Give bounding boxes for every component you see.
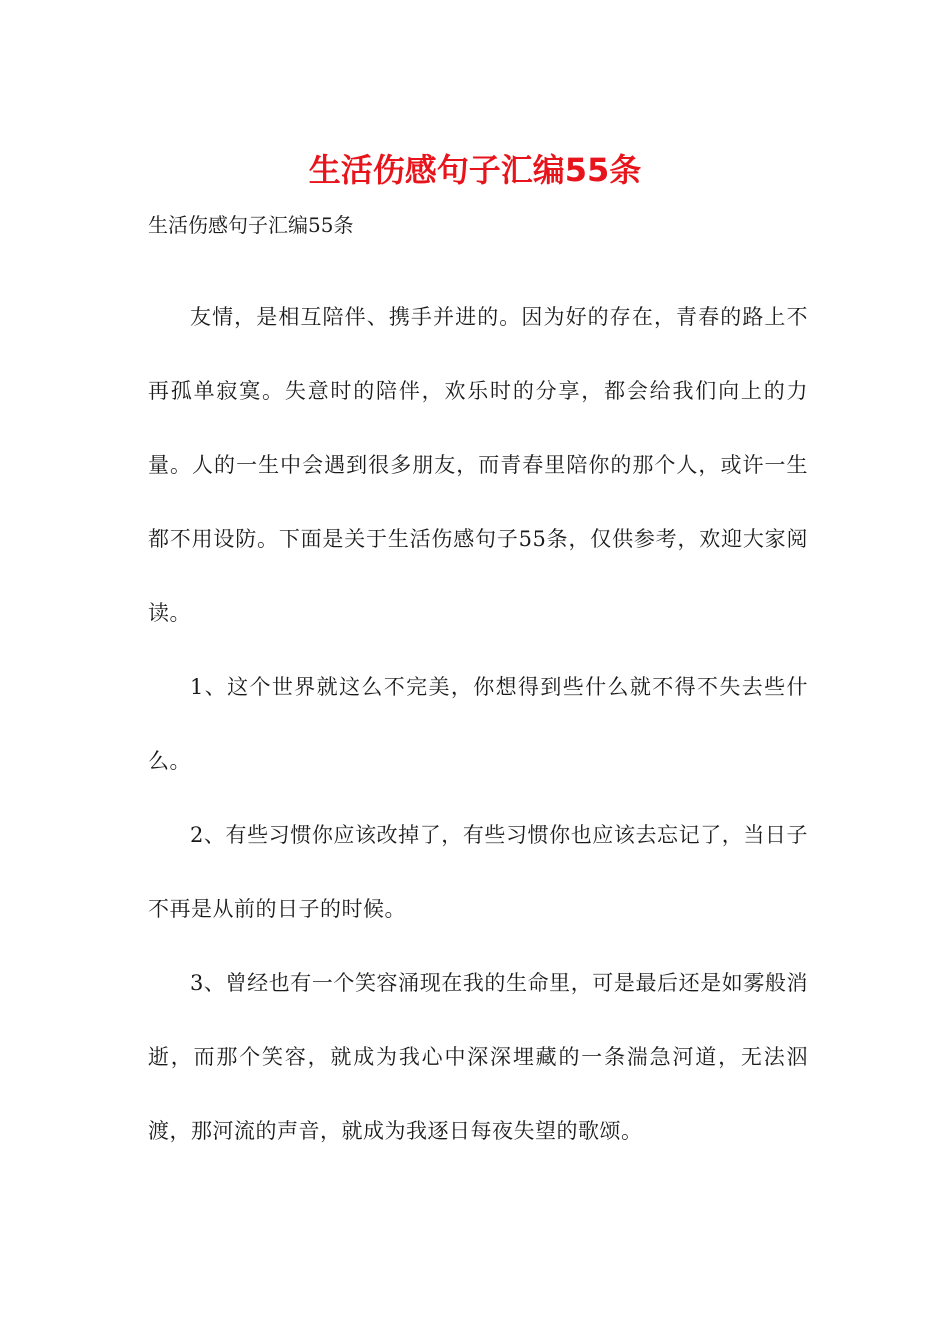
quote-paragraph-2: 2、有些习惯你应该改掉了，有些习惯你也应该去忘记了，当日子不再是从前的日子的时候。 bbox=[148, 823, 808, 921]
document-subtitle: 生活伤感句子汇编55条 bbox=[148, 213, 354, 237]
quote-paragraph-1: 1、这个世界就这么不完美，你想得到些什么就不得不失去些什么。 bbox=[148, 675, 808, 773]
intro-paragraph: 友情，是相互陪伴、携手并进的。因为好的存在，青春的路上不再孤单寂寞。失意时的陪伴，欢乐时的分享，都会给我们向上的力量。人的一生中会遇到很多朋友，而青春里陪你的那个人，或许一生都不用设防。下面是关于生活伤感句子55条，仅供参考，欢迎大家阅读。 bbox=[148, 305, 808, 625]
document-title: 生活伤感句子汇编55条 bbox=[308, 151, 642, 189]
quote-paragraph-3: 3、曾经也有一个笑容涌现在我的生命里，可是最后还是如雾般消逝，而那个笑容，就成为我心中深深埋藏的一条湍急河道，无法泅渡，那河流的声音，就成为我逐日每夜失望的歌颂。 bbox=[148, 971, 808, 1143]
document-body bbox=[148, 280, 808, 1168]
